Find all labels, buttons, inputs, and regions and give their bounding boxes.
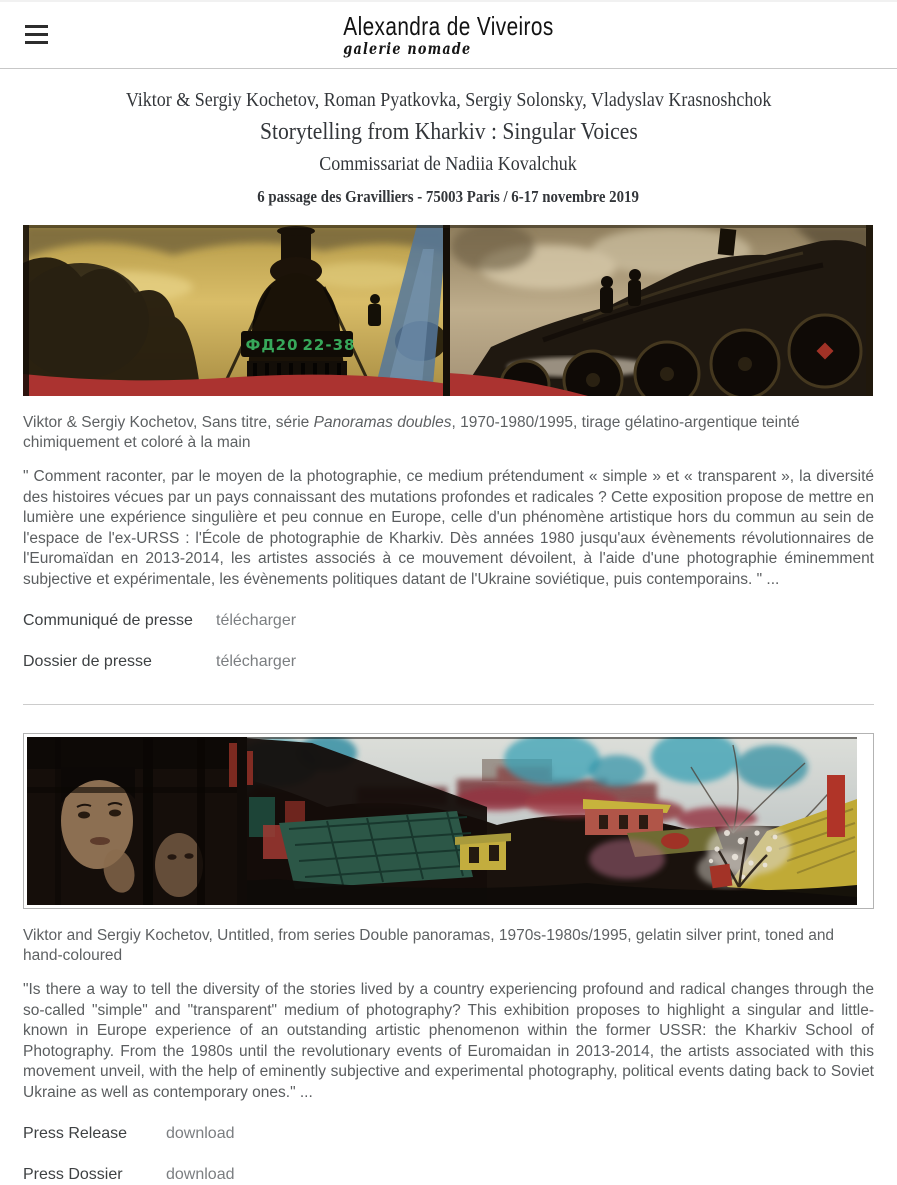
exhibition-header xyxy=(23,89,874,207)
main-content xyxy=(0,89,897,1185)
artists-text: Viktor & Sergiy Kochetov, Roman Pyatkovka, Sergiy Solonsky, Vladyslav Krasnoshchok xyxy=(125,89,772,111)
press-release-row-fr xyxy=(23,611,874,631)
caption-fr-series: Panoramas doubles xyxy=(313,414,452,431)
artwork2-caption: Viktor and Sergiy Kochetov, Untitled, from series Double panoramas, 1970s-1980s/1995, gelatin silver print, toned and hand-coloured xyxy=(23,927,835,964)
press-dossier-row-fr xyxy=(23,652,874,672)
caption-fr-prefix: Viktor & Sergiy Kochetov, Sans titre, série xyxy=(23,414,314,431)
press-release-label-en: Press Release xyxy=(23,1125,128,1142)
paragraph-english: "Is there a way to tell the diversity of the stories lived by a country experiencing profound and radical changes through the so-called "simple" and "transparent" medium of photography? This exhibition proposes to highlight a singular and little-known in Europe experience of an outstanding artistic phenomenon within the former USSR: the Kharkiv School of Photography. From the 1980s until the revolutionary events of Euromaidan in 2013-2014, the artists associated with this movement unveil, with the help of eminently subjective and experimental photography, political events dating back to Soviet Ukraine as well as contemporary ones." ... xyxy=(23,981,874,1101)
artists-line xyxy=(23,89,874,112)
press-dossier-row-en xyxy=(23,1165,874,1185)
artwork1-caption xyxy=(23,413,874,453)
menu-bar xyxy=(25,25,48,28)
artwork-village-image xyxy=(23,733,874,909)
menu-bar xyxy=(25,41,48,44)
exhibition-title-text: Storytelling from Kharkiv : Singular Voices xyxy=(259,119,638,145)
press-release-download-link-en[interactable]: download xyxy=(166,1125,235,1142)
exhibition-title xyxy=(23,119,874,146)
site-logo[interactable] xyxy=(343,13,553,57)
brand-title[interactable]: Alexandra de Viveiros xyxy=(343,11,554,41)
press-dossier-download-link-en[interactable]: download xyxy=(166,1166,235,1183)
caption-fr-suffix: , 1970-1980/1995, tirage gélatino-argentique teinté chimiquement et coloré à la main xyxy=(23,414,800,451)
venue-dates-text: 6 passage des Gravilliers - 75003 Paris / 6-17 novembre 2019 xyxy=(257,187,640,206)
loco-plate-right: 22-38 xyxy=(302,336,356,354)
venue-dates-line xyxy=(23,187,874,207)
brand-subtitle: galerie nomade xyxy=(343,39,472,58)
paragraph-french: " Comment raconter, par le moyen de la photographie, ce medium prétendument « simple » et « transparent », la diversité des histoires vécues par un pays connaissant des mutations profondes et radicales ? Cette exposition propose de mettre en lumière une expérience singulière et peu connue en Europe, celle d'un phénomène artistique hors du commun au sein de l'espace de l'ex-URSS : l'École de photographie de Kharkiv. Dès années 1980 jusqu'aux évènements révolutionnaires de l'Euromaïdan en 2013-2014, les artistes associés à ce mouvement dévoilent, à l'aide d'une photographie éminemment subjective et expérimentale, les évènements politiques datant de l'Ukraine soviétique, puis contemporains. " ... xyxy=(23,468,874,588)
press-dossier-label-en: Press Dossier xyxy=(23,1166,123,1183)
artwork-locomotives-image xyxy=(23,225,874,396)
press-release-row-en xyxy=(23,1124,874,1144)
press-release-download-link-fr[interactable]: télécharger xyxy=(216,612,297,629)
press-dossier-label-fr: Dossier de presse xyxy=(23,653,152,670)
curator-line xyxy=(23,153,874,176)
hamburger-menu-icon[interactable] xyxy=(25,25,48,46)
menu-bar xyxy=(25,33,48,36)
press-dossier-download-link-fr[interactable]: télécharger xyxy=(216,653,297,670)
press-release-label-fr: Communiqué de presse xyxy=(23,612,193,629)
loco-plate-left: ФД20 xyxy=(245,336,299,354)
section-divider xyxy=(23,704,874,705)
site-header xyxy=(0,0,897,69)
curator-text: Commissariat de Nadiia Kovalchuk xyxy=(319,153,578,175)
